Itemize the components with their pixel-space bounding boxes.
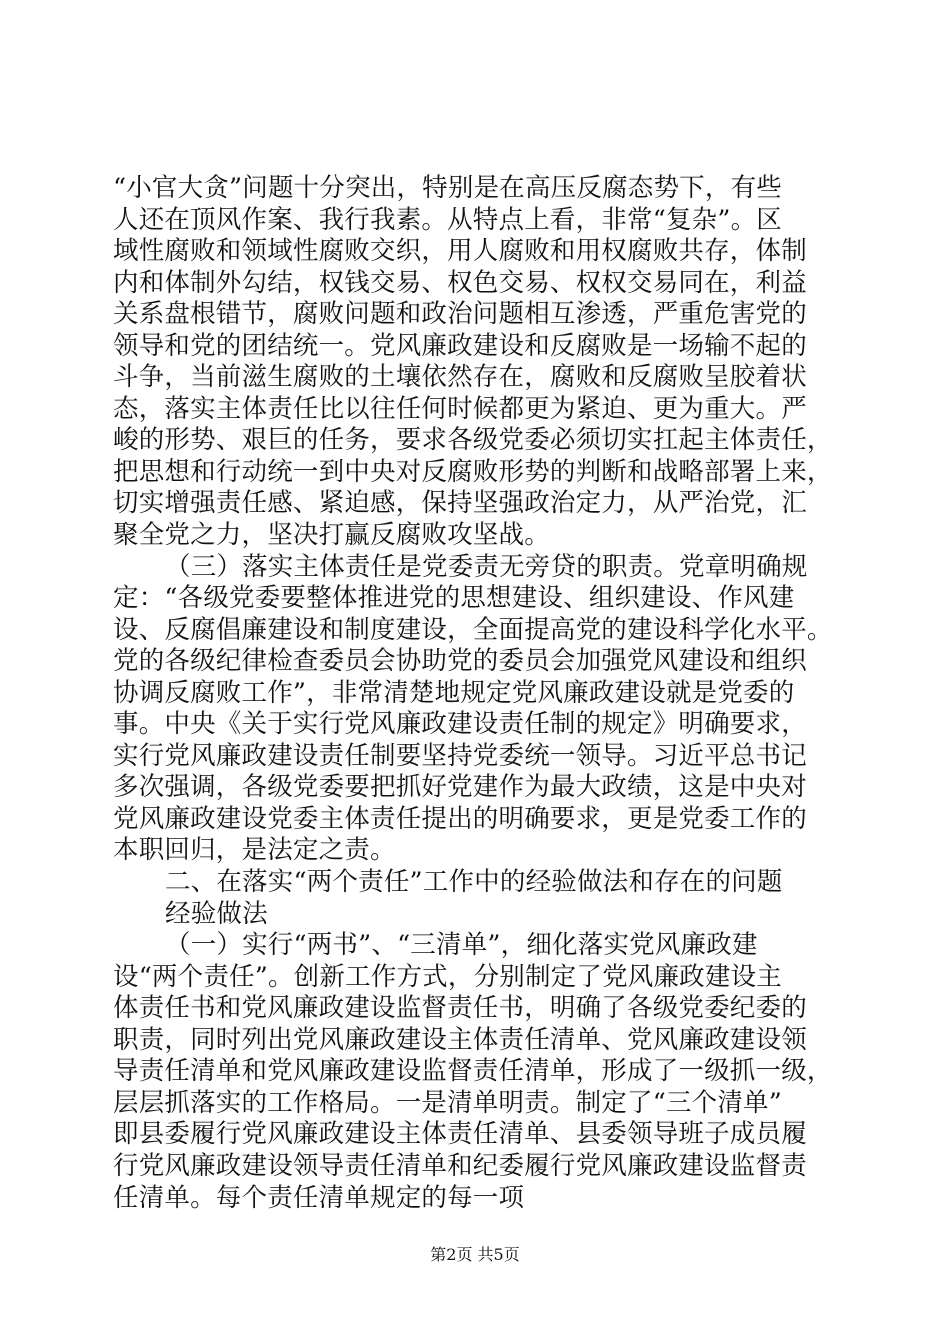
text-line: 行党风廉政建设领导责任清单和纪委履行党风廉政建设监督责 [113,1150,807,1181]
text-line: 设“两个责任”。创新工作方式，分别制定了党风廉政建设主 [113,961,782,992]
text-line: 党的各级纪律检查委员会协助党的委员会加强党风建设和组织 [113,646,807,677]
text-line: 把思想和行动统一到中央对反腐败形势的判断和战略部署上来， [113,456,833,487]
text-line: 聚全党之力，坚决打赢反腐败攻坚战。 [113,520,550,551]
text-line: 即县委履行党风廉政建设主体责任清单、县委领导班子成员履 [113,1119,807,1150]
text-line: 事。中央《关于实行党风廉政建设责任制的规定》明确要求， [113,709,807,740]
paragraph-start-line: （三）落实主体责任是党委责无旁贷的职责。党章明确规 [165,551,808,582]
text-line: 斗争，当前滋生腐败的土壤依然存在，腐败和反腐败呈胶着状 [113,362,807,393]
text-line: 领导和党的团结统一。党风廉政建设和反腐败是一场输不起的 [113,330,807,361]
text-line: 层层抓落实的工作格局。一是清单明责。制定了“三个清单” [113,1087,782,1118]
text-line: 职责，同时列出党风廉政建设主体责任清单、党风廉政建设领 [113,1024,807,1055]
text-line: “小官大贪”问题十分突出，特别是在高压反腐态势下，有些 [113,173,782,203]
paragraph-start-line: （一）实行“两书”、“三清单”，细化落实党风廉政建 [165,930,758,961]
text-line: 切实增强责任感、紧迫感，保持坚强政治定力，从严治党，汇 [113,488,807,519]
text-line: 态，落实主体责任比以往任何时候都更为紧迫、更为重大。严 [113,393,807,424]
text-line: 任清单。每个责任清单规定的每一项 [113,1182,525,1213]
text-line: 多次强调，各级党委要把抓好党建作为最大政绩，这是中央对 [113,772,807,803]
page-footer [0,1245,950,1265]
text-line: 内和体制外勾结，权钱交易、权色交易、权权交易同在，利益 [113,267,807,298]
text-line: 实行党风廉政建设责任制要坚持党委统一领导。习近平总书记 [113,740,807,771]
text-line: 人还在顶风作案、我行我素。从特点上看，非常“复杂”。区 [113,204,782,235]
text-line: 导责任清单和党风廉政建设监督责任清单，形成了一级抓一级， [113,1056,833,1087]
text-line: 设、反腐倡廉建设和制度建设，全面提高党的建设科学化水平。 [113,614,833,645]
text-line: 本职回归，是法定之责。 [113,835,396,866]
text-line: 关系盘根错节，腐败问题和政治问题相互渗透，严重危害党的 [113,299,807,330]
subsection-heading: 经验做法 [165,898,268,929]
text-line: 定：“各级党委要整体推进党的思想建设、组织建设、作风建 [113,583,795,614]
page-number: 第2页 共5页 [430,1245,520,1264]
text-line: 党风廉政建设党委主体责任提出的明确要求，更是党委工作的 [113,803,807,834]
text-line: 域性腐败和领域性腐败交织，用人腐败和用权腐败共存，体制 [113,236,807,267]
text-line: 协调反腐败工作”，非常清楚地规定党风廉政建设就是党委的 [113,677,795,708]
text-line: 体责任书和党风廉政建设监督责任书，明确了各级党委纪委的 [113,993,807,1024]
document-body [113,173,843,1214]
text-line: 峻的形势、艰巨的任务，要求各级党委必须切实扛起主体责任， [113,425,833,456]
section-heading: 二、在落实“两个责任”工作中的经验做法和存在的问题 [165,867,783,898]
